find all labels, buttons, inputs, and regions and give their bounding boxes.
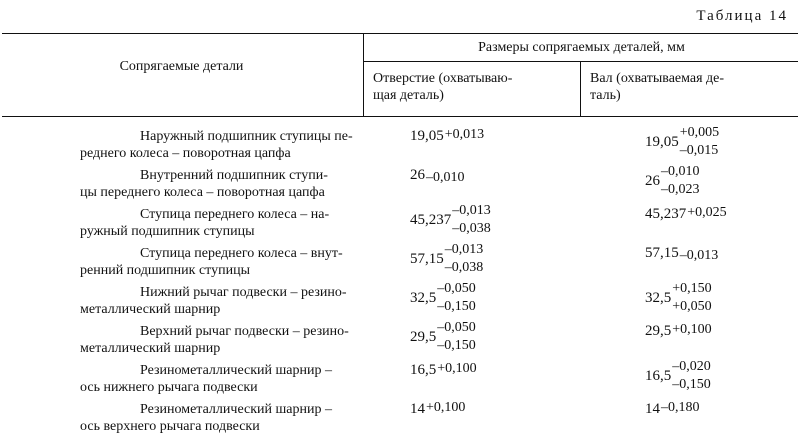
table-label: Таблица 14	[696, 8, 788, 24]
hole-upper-deviation: +0,100	[426, 399, 466, 415]
hole-size	[410, 242, 484, 285]
part-name	[80, 206, 355, 240]
hole-deviations	[444, 242, 484, 275]
part-name-line2: металлический шарнир	[80, 341, 221, 356]
hole-deviations	[437, 281, 476, 314]
shaft-deviations	[672, 321, 712, 339]
part-name-line1: Резинометаллический шарнир –	[140, 402, 332, 417]
shaft-tolerance	[645, 281, 712, 314]
hole-deviations	[452, 203, 491, 236]
shaft-deviations	[679, 125, 720, 158]
shaft-deviations	[661, 399, 700, 417]
shaft-lower-deviation: –0,150	[672, 377, 711, 392]
part-name-line2: реднего колеса – поворотная цапфа	[80, 146, 291, 161]
shaft-deviations	[687, 204, 727, 222]
part-name-line1: Ступица переднего колеса – внут-	[140, 246, 343, 261]
hole-size	[410, 128, 484, 168]
shaft-lower-deviation: –0,013	[679, 247, 719, 263]
part-name-line2: ренний подшипник ступицы	[80, 263, 250, 278]
hole-tolerance	[410, 168, 465, 183]
part-name-line1: Верхний рычаг подвески – резино-	[140, 324, 349, 339]
shaft-upper-deviation: –0,020	[672, 359, 711, 374]
part-name-line1: Резинометаллический шарнир –	[140, 363, 332, 378]
shaft-nominal: 45,237	[645, 206, 687, 222]
shaft-nominal: 32,5	[645, 289, 672, 306]
shaft-size	[645, 125, 720, 168]
shaft-nominal: 26	[645, 172, 660, 189]
hole-nominal: 29,5	[410, 328, 437, 345]
table-row	[0, 320, 800, 363]
hole-tolerance	[410, 320, 476, 353]
hole-nominal: 45,237	[410, 211, 452, 228]
shaft-size	[645, 281, 712, 324]
part-name-line2: цы переднего колеса – поворотная цапфа	[80, 185, 325, 200]
top-rule	[2, 33, 798, 34]
shaft-size	[645, 206, 727, 246]
shaft-upper-deviation: +0,025	[687, 204, 727, 220]
header-shaft	[590, 70, 795, 104]
shaft-deviations	[672, 281, 712, 314]
hole-nominal: 16,5	[410, 362, 437, 378]
shaft-deviations	[672, 359, 711, 392]
part-name-line1: Ступица переднего колеса – на-	[140, 207, 330, 222]
hole-lower-deviation: –0,150	[437, 299, 476, 314]
hole-size	[410, 167, 465, 207]
hole-deviations	[437, 320, 476, 353]
hole-tolerance	[410, 360, 477, 378]
shaft-upper-deviation: –0,010	[661, 164, 700, 179]
part-name-line1: Наружный подшипник ступицы пе-	[140, 129, 353, 144]
part-name-line2: ось нижнего рычага подвески	[80, 380, 258, 395]
hole-nominal: 57,15	[410, 250, 444, 267]
hole-tolerance	[410, 242, 484, 275]
table-row	[0, 203, 800, 246]
shaft-tolerance	[645, 204, 727, 222]
hole-lower-deviation: –0,038	[452, 221, 491, 236]
hole-tolerance	[410, 203, 491, 236]
hole-upper-deviation: +0,013	[444, 126, 485, 142]
shaft-size	[645, 359, 711, 402]
shaft-size	[645, 164, 700, 207]
part-name	[80, 128, 355, 162]
shaft-size	[645, 401, 700, 441]
part-name	[80, 245, 355, 279]
hole-upper-deviation: –0,050	[437, 281, 476, 296]
table-row	[0, 359, 800, 402]
shaft-nominal: 29,5	[645, 323, 672, 339]
hole-upper-deviation: –0,013	[452, 203, 491, 218]
shaft-tolerance	[645, 164, 700, 197]
hole-size	[410, 281, 476, 324]
shaft-nominal: 57,15	[645, 245, 679, 261]
header-shaft-line1: Вал (охватываемая де-	[590, 71, 725, 86]
part-name-line2: металлический шарнир	[80, 302, 221, 317]
hole-lower-deviation: –0,150	[437, 338, 476, 353]
hole-nominal: 14	[410, 401, 425, 417]
hole-lower-deviation: –0,010	[426, 169, 465, 185]
shaft-tolerance	[645, 125, 720, 158]
hole-size	[410, 203, 491, 246]
hole-tolerance	[410, 281, 476, 314]
shaft-deviations	[680, 247, 719, 261]
shaft-upper-deviation: +0,005	[679, 125, 720, 140]
table-row	[0, 164, 800, 207]
header-sizes: Размеры сопрягаемых деталей, мм	[478, 40, 685, 55]
part-name-line2: ось верхнего рычага подвески	[80, 419, 260, 434]
hole-size	[410, 320, 476, 363]
part-name	[80, 167, 355, 201]
part-name	[80, 401, 355, 435]
header-bottom-rule	[2, 116, 798, 117]
hole-deviations	[437, 360, 477, 378]
part-name	[80, 284, 355, 318]
shaft-lower-deviation: +0,050	[672, 299, 712, 314]
hole-upper-deviation: +0,100	[437, 360, 477, 376]
part-name	[80, 323, 355, 357]
shaft-lower-deviation: –0,015	[679, 143, 719, 158]
header-hole	[373, 70, 573, 104]
shaft-deviations	[661, 164, 700, 197]
hole-tolerance	[410, 126, 485, 144]
hole-size	[410, 362, 477, 402]
table-row	[0, 401, 800, 441]
part-name	[80, 362, 355, 396]
header-hole-line1: Отверстие (охватываю-	[373, 71, 513, 86]
part-name-line2: ружный подшипник ступицы	[80, 224, 255, 239]
table-row	[0, 125, 800, 168]
shaft-tolerance	[645, 246, 718, 261]
shaft-size	[645, 245, 718, 285]
shaft-lower-deviation: –0,023	[661, 182, 700, 197]
table-row	[0, 281, 800, 324]
column-divider-2	[580, 61, 581, 116]
header-parts: Сопрягаемые детали	[119, 59, 244, 74]
hole-size	[410, 401, 465, 441]
table-row	[0, 242, 800, 285]
shaft-nominal: 14	[645, 401, 660, 417]
shaft-tolerance	[645, 359, 711, 392]
hole-deviations	[426, 399, 466, 417]
shaft-size	[645, 323, 712, 363]
header-hole-line2: щая деталь)	[373, 88, 444, 103]
hole-lower-deviation: –0,038	[444, 260, 484, 275]
hole-upper-deviation: –0,013	[444, 242, 484, 257]
shaft-tolerance	[645, 399, 700, 417]
shaft-upper-deviation: +0,100	[672, 321, 712, 337]
hole-tolerance	[410, 399, 466, 417]
hole-upper-deviation: –0,050	[437, 320, 476, 335]
shaft-tolerance	[645, 321, 712, 339]
header-shaft-line2: таль)	[590, 88, 621, 103]
part-name-line1: Нижний рычаг подвески – резино-	[140, 285, 347, 300]
shaft-nominal: 19,05	[645, 133, 679, 150]
shaft-upper-deviation: –0,180	[661, 399, 700, 415]
part-name-line1: Внутренний подшипник ступи-	[140, 168, 328, 183]
hole-deviations	[444, 126, 485, 144]
hole-nominal: 19,05	[410, 128, 444, 144]
shaft-upper-deviation: +0,150	[672, 281, 712, 296]
hole-deviations	[426, 169, 465, 183]
hole-nominal: 32,5	[410, 289, 437, 306]
hole-nominal: 26	[410, 167, 425, 183]
shaft-nominal: 16,5	[645, 367, 672, 384]
